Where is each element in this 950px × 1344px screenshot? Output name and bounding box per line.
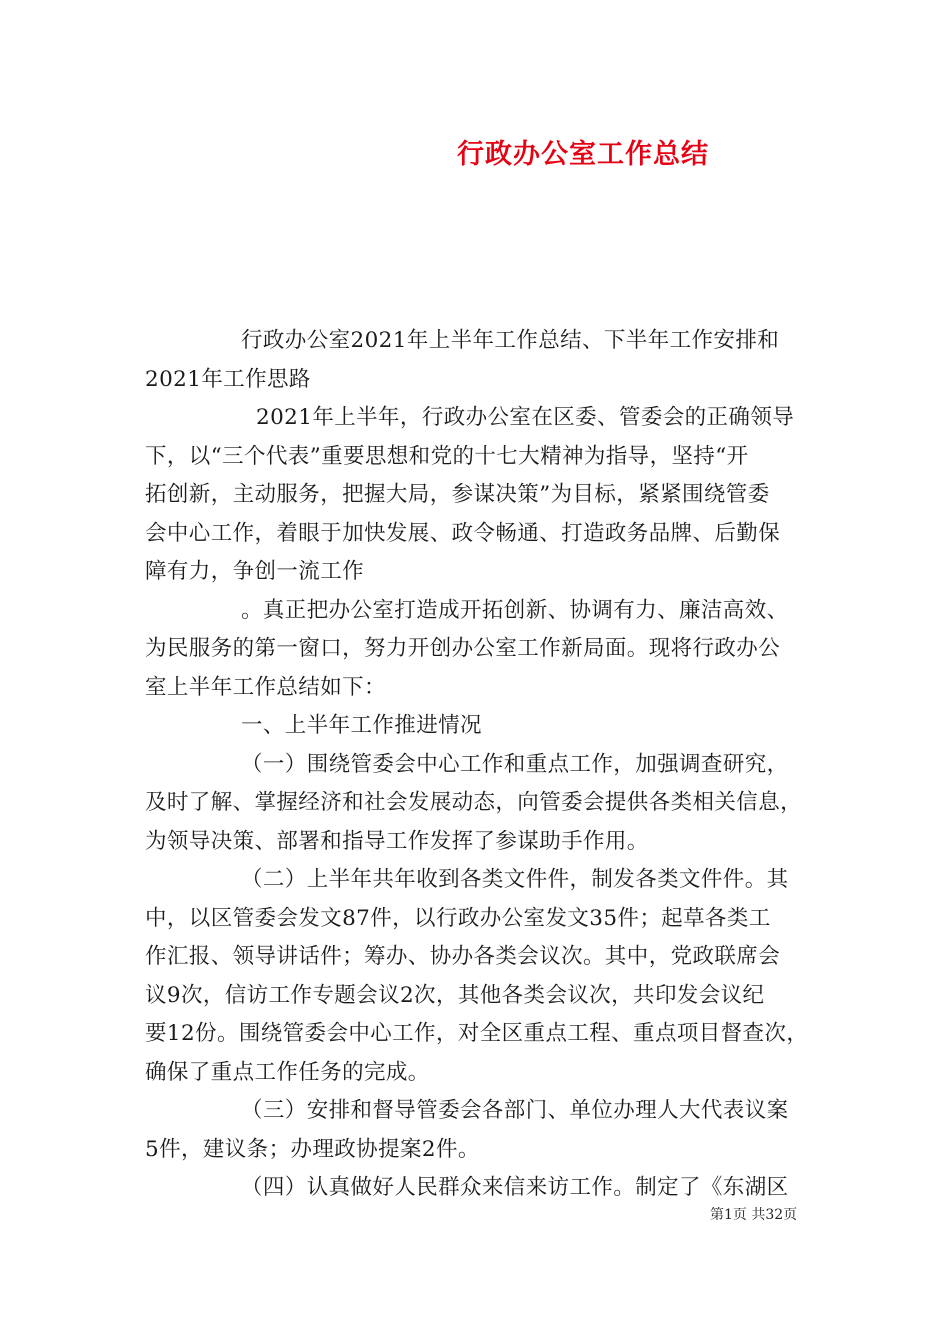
body-text-line: 为领导决策、部署和指导工作发挥了参谋助手作用。 xyxy=(145,828,649,854)
document-title: 行政办公室工作总结 xyxy=(457,139,709,170)
body-text-line: 一、上半年工作推进情况 xyxy=(241,713,482,738)
body-text-line: 为民服务的第一窗口，努力开创办公室工作新局面。现将行政办公 xyxy=(145,636,781,661)
body-text-line: 要12份。围绕管委会中心工作，对全区重点工程、重点项目督查次， xyxy=(145,1021,809,1046)
body-text-line: （一）围绕管委会中心工作和重点工作，加强调查研究， xyxy=(241,751,789,777)
body-text-line: 议9次，信访工作专题会议2次，其他各类会议次，共印发会议纪 xyxy=(145,982,765,1008)
body-text-line: 障有力，争创一流工作 xyxy=(145,559,365,584)
body-text-line: 及时了解、掌握经济和社会发展动态，向管委会提供各类相关信息， xyxy=(145,790,803,815)
body-text-line: 下，以“三个代表”重要思想和党的十七大精神为指导，坚持“开 xyxy=(145,443,749,469)
body-text-line: 室上半年工作总结如下： xyxy=(145,674,386,700)
body-text-line: 会中心工作，着眼于加快发展、政令畅通、打造政务品牌、后勤保 xyxy=(145,520,781,546)
body-text-line: 2021年工作思路 xyxy=(145,366,311,392)
body-text-line: 拓创新，主动服务，把握大局，参谋决策”为目标，紧紧围绕管委 xyxy=(145,482,770,507)
body-text-line: 确保了重点工作任务的完成。 xyxy=(145,1059,430,1085)
document-body xyxy=(145,322,825,1208)
body-text-line: 中，以区管委会发文87件，以行政办公室发文35件；起草各类工 xyxy=(145,905,771,931)
body-text-line: 5件，建议条；办理政协提案2件。 xyxy=(145,1136,480,1162)
body-text-line: 作汇报、领导讲话件；筹办、协办各类会议次。其中，党政联席会 xyxy=(145,944,781,969)
body-text-line: （二）上半年共年收到各类文件件，制发各类文件件。其 xyxy=(241,867,789,892)
body-text-line: 行政办公室2021年上半年工作总结、下半年工作安排和 xyxy=(241,328,780,353)
body-text-line: 。真正把办公室打造成开拓创新、协调有力、廉洁高效、 xyxy=(241,597,789,623)
page-number-footer: 第1页 共32页 xyxy=(710,1207,798,1223)
body-text-line: 2021年上半年，行政办公室在区委、管委会的正确领导 xyxy=(256,405,795,430)
body-text-line: （四）认真做好人民群众来信来访工作。制定了《东湖区 xyxy=(241,1175,789,1200)
body-text-line: （三）安排和督导管委会各部门、单位办理人大代表议案 xyxy=(241,1098,789,1123)
